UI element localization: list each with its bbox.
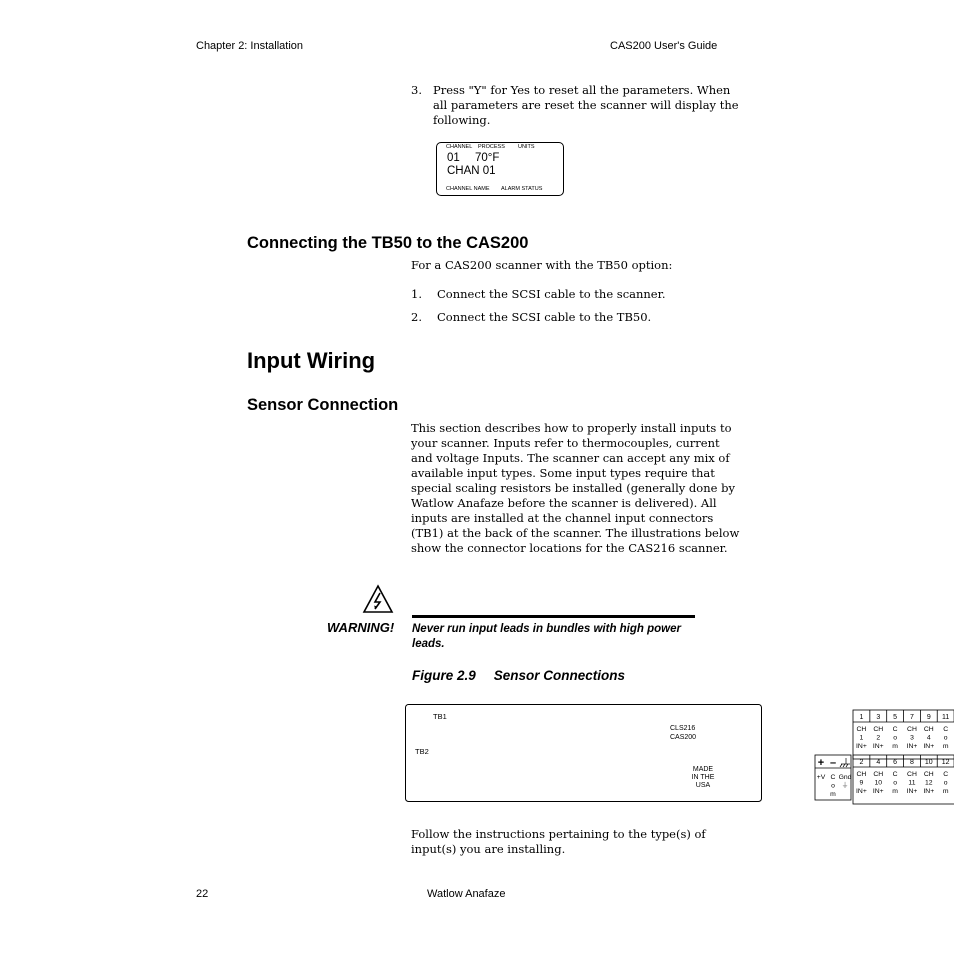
tb2-power-label: Gnd ⏚ [838,774,852,790]
warning-label: WARNING! [327,620,395,635]
tb50-step-1 [411,287,741,302]
figure-title: Sensor Connections [493,668,626,683]
tb50-step-1-number: 1. [411,287,422,301]
footer-company: Watlow Anafaze [427,888,506,900]
tb2-terminal-label: CH 10 IN+ [872,771,884,795]
tb2-connector [853,755,954,804]
model-label: CLS216 CAS200 [670,725,697,741]
tb50-step-1-text: Connect the SCSI cable to the scanner. [437,287,666,301]
lcd-display [436,142,564,196]
tb1-terminal-label: CH 4 IN+ [923,726,935,750]
lightning-warning-icon [362,584,394,614]
tb1-terminal-number: 3 [876,714,881,721]
page-number: 22 [196,888,209,900]
tb1-connector [853,710,954,759]
made-in-usa-label: MADE IN THE USA [691,766,715,789]
figure-caption [412,668,643,683]
lcd-label-channel-name: CHANNEL NAME [446,186,490,192]
tb2-terminal-label: CH 9 IN+ [856,771,867,795]
tb1-label: TB1 [433,712,447,721]
minus-symbol: – [829,757,837,769]
tb1-terminal-label: C o m [942,726,949,750]
tb1-terminal-label: CH 2 IN+ [872,726,884,750]
step-3-number: 3. [411,83,422,97]
tb2-terminal-label: CH 12 IN+ [923,771,935,795]
ground-icon [840,758,850,767]
tb1-terminal-number: 7 [910,714,914,721]
tb2-terminal-label: CH 11 IN+ [906,771,918,795]
tb50-step-2-number: 2. [411,310,422,324]
tb1-terminal-label: C o m [892,726,898,750]
tb2-terminal-label: C o m [892,771,898,795]
tb50-step-2-text: Connect the SCSI cable to the TB50. [437,310,652,324]
tb2-terminal-number: 2 [859,759,864,766]
lcd-line2: CHAN 01 [447,165,496,177]
tb1-terminal-number: 5 [893,714,898,721]
step-3-text: Press "Y" for Yes to reset all the parameters. When all parameters are reset the scanner will display the following. [433,83,739,127]
tb2-terminal-label: C o m [942,771,949,795]
tb2-terminal-number: 12 [941,759,950,766]
plus-symbol: + [817,757,825,769]
tb2-terminal-number: 10 [924,759,933,766]
lcd-label-process: PROCESS [478,144,505,150]
lcd-label-units: UNITS [518,144,535,150]
running-header-guide: CAS200 User's Guide [610,40,718,52]
tb1-terminal-number: 11 [942,714,950,721]
heading-connecting-tb50: Connecting the TB50 to the CAS200 [247,234,529,252]
warning-text: Never run input leads in bundles with high power leads. [412,623,681,650]
lcd-line1-value: 70°F [475,152,500,164]
follow-instructions: Follow the instructions pertaining to the type(s) of input(s) you are installing. [411,827,706,856]
tb2-label: TB2 [415,747,429,756]
running-header-chapter: Chapter 2: Installation [196,40,304,52]
figure-number: Figure 2.9 [412,668,476,683]
lcd-label-channel: CHANNEL [446,144,473,150]
tb2-power-label: C o m [830,774,836,798]
sensor-connection-paragraph: This section describes how to properly install inputs to your scanner. Inputs refer to thermocouples, current and voltage Inputs. The scanner can accept any mix of available input types. Some input types require that special scaling resistors be installed (generally done by Watlow Anafaze before the scanner is delivered). All inputs are installed at the channel input connectors (TB1) at the back of the scanner. The illustrations below show the connector locations for the CAS216 scanner. [411,421,740,555]
sensor-connections-diagram [405,704,950,804]
tb2-power-label: +V [816,774,826,781]
tb1-terminal-number: 9 [926,714,931,721]
tb2-terminal-number: 8 [910,759,914,766]
tb2-terminal-number: 6 [893,759,898,766]
tb50-intro: For a CAS200 scanner with the TB50 option: [411,258,673,272]
tb1-terminal-number: 1 [859,714,864,721]
tb50-step-2 [411,310,741,325]
tb1-terminal-label: CH 3 IN+ [906,726,918,750]
tb2-terminal-number: 4 [876,759,881,766]
heading-input-wiring: Input Wiring [247,348,376,373]
lcd-label-alarm-status: ALARM STATUS [501,186,543,192]
tb1-terminal-label: CH 1 IN+ [856,726,867,750]
heading-sensor-connection: Sensor Connection [247,396,399,414]
tb2-power-terminal [815,755,852,800]
lcd-line1-channel: 01 [447,152,460,164]
warning-rule [412,615,695,618]
